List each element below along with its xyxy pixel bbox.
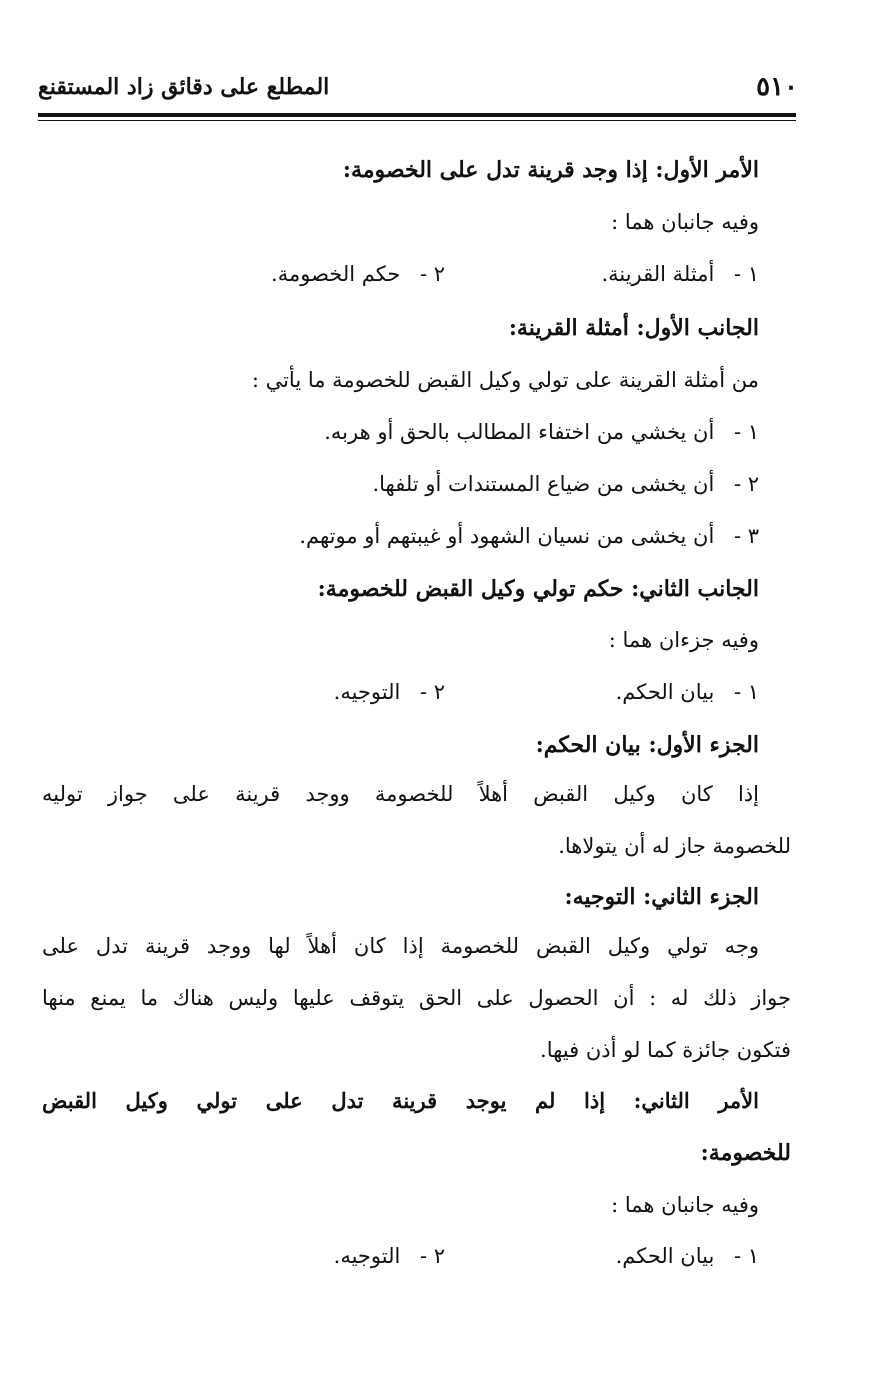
paragraph-two-parts: وفيه جزءان هما : [608, 628, 759, 652]
list-text: بيان الحكم. [615, 680, 715, 704]
paragraph-two-aspects-2: وفيه جانبان هما : [611, 1193, 759, 1217]
list-item [324, 420, 759, 444]
list-number: ٢ - [419, 1244, 445, 1268]
list-item [616, 1244, 759, 1268]
heading-second-part: الجزء الثاني: التوجيه: [564, 884, 759, 910]
list-item [271, 262, 445, 286]
running-title: المطلع على دقائق زاد المستقنع [38, 74, 330, 100]
list-number: ١ - [733, 1244, 759, 1268]
list-text: حكم الخصومة. [271, 262, 401, 286]
list-text: أن يخشى من ضياع المستندات أو تلفها. [372, 472, 715, 496]
heading-first-part: الجزء الأول: بيان الحكم: [535, 732, 759, 758]
list-item [601, 262, 759, 286]
paragraph-two-aspects: وفيه جانبان هما : [611, 210, 759, 234]
paragraph-examples-intro: من أمثلة القرينة على تولي وكيل القبض للخصومة ما يأتي : [251, 368, 759, 392]
list-text: التوجيه. [333, 1244, 401, 1268]
list-text: أن يخشي من اختفاء المطالب بالحق أو هربه. [324, 420, 715, 444]
paragraph-ruling-line-2: للخصومة جاز له أن يتولاها. [558, 834, 791, 858]
paragraph-justification-line-1: وجه تولي وكيل القبض للخصومة إذا كان أهلاً لها ووجد قرينة تدل على [42, 934, 759, 958]
paragraph-ruling-line-1: إذا كان وكيل القبض أهلاً للخصومة ووجد قرينة على جواز توليه [42, 782, 759, 806]
list-text: أن يخشى من نسيان الشهود أو غيبتهم أو موتهم. [299, 524, 715, 548]
list-number: ٢ - [419, 262, 445, 286]
header-rule-thick [38, 113, 796, 117]
heading-first-aspect: الجانب الأول: أمثلة القرينة: [508, 315, 759, 341]
list-number: ٣ - [733, 524, 759, 548]
list-text: بيان الحكم. [615, 1244, 715, 1268]
list-item [334, 680, 445, 704]
heading-second-matter-line-2: للخصومة: [700, 1140, 791, 1166]
list-number: ٢ - [733, 472, 759, 496]
heading-second-aspect: الجانب الثاني: حكم تولي وكيل القبض للخصومة: [317, 576, 759, 602]
header-rule-thin [38, 120, 796, 121]
page-header [38, 72, 798, 112]
heading-first-matter: الأمر الأول: إذا وجد قرينة تدل على الخصومة: [342, 157, 759, 183]
list-number: ١ - [733, 420, 759, 444]
paragraph-justification-line-2: جواز ذلك له : أن الحصول على الحق يتوقف عليها وليس هناك ما يمنع منها [42, 986, 791, 1010]
paragraph-justification-line-3: فتكون جائزة كما لو أذن فيها. [540, 1038, 791, 1062]
list-number: ٢ - [419, 680, 445, 704]
list-item [372, 472, 759, 496]
list-item [334, 1244, 445, 1268]
list-item [299, 524, 759, 548]
list-number: ١ - [733, 262, 759, 286]
heading-second-matter-line-1: الأمر الثاني: إذا لم يوجد قرينة تدل على تولي وكيل القبض [42, 1088, 759, 1113]
list-text: أمثلة القرينة. [601, 262, 715, 286]
list-item [616, 680, 759, 704]
page-number: ٥١٠ [756, 72, 798, 102]
list-text: التوجيه. [333, 680, 401, 704]
list-number: ١ - [733, 680, 759, 704]
